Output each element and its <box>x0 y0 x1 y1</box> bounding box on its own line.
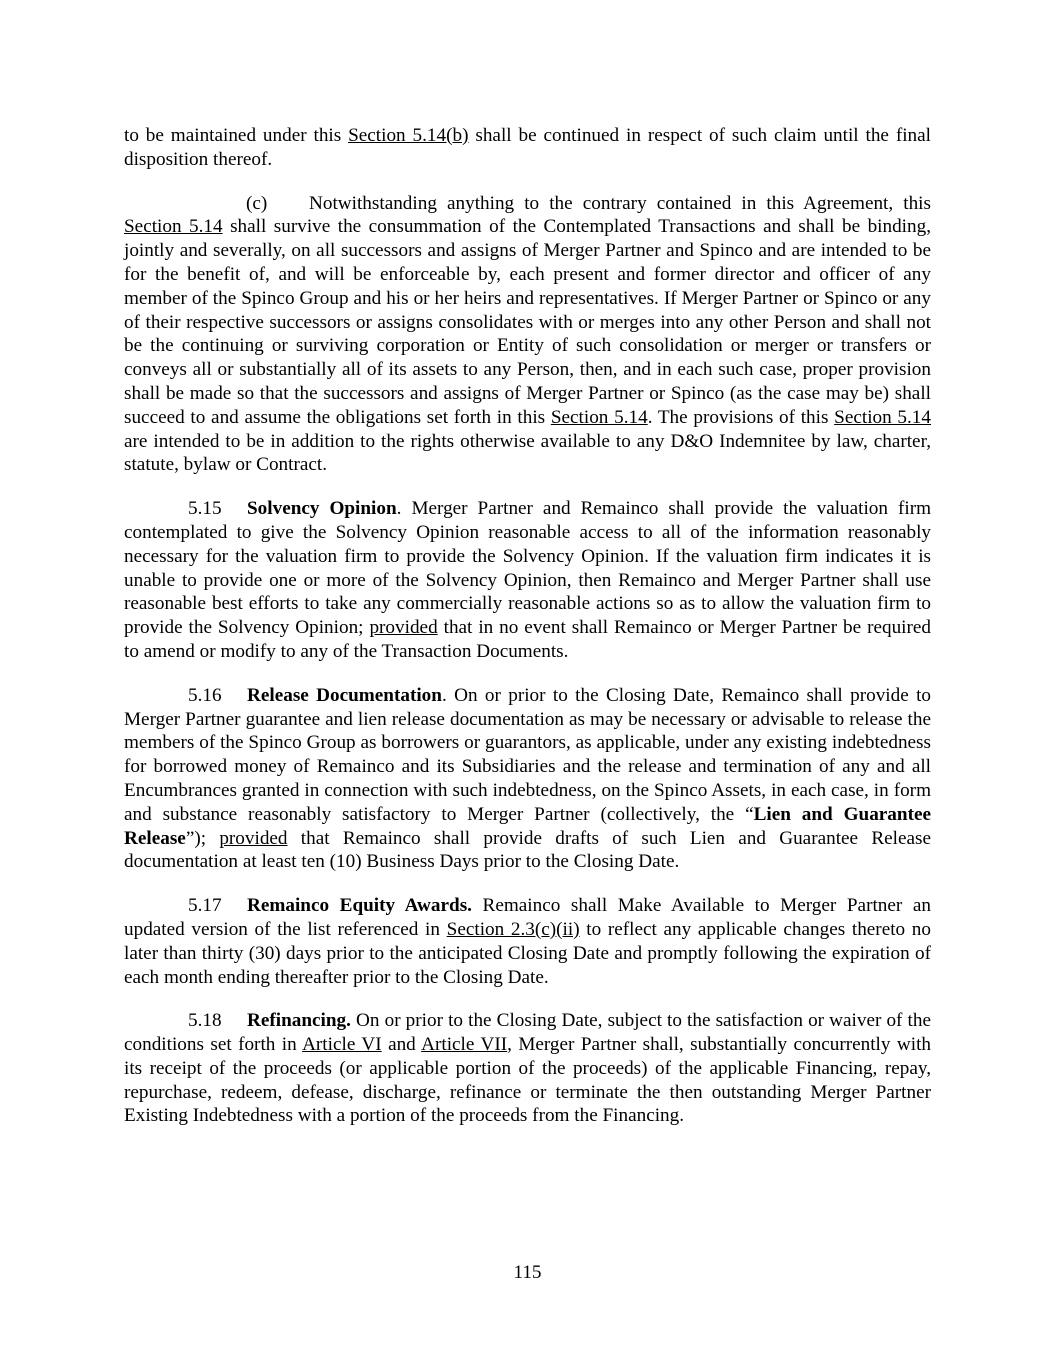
section-reference: Section 5.14 <box>550 406 648 428</box>
continuation-paragraph <box>124 124 931 172</box>
section-5-17: 5.17 Remainco Equity Awards. Remainco shall Make Available to Merger Partner an updated version of the list referenced in Section 2.3(c)(ii) to reflect any applicable changes thereto no later than thirty (30) days prior to the anticipated Closing Date and promptly following the expiration of each month ending thereafter prior to the Closing Date. <box>124 895 931 988</box>
section-reference: Section 5.14(b) <box>348 125 469 146</box>
provided-term: provided <box>369 617 438 639</box>
paragraph-c: (c) Notwithstanding anything to the contrary contained in this Agreement, this Section 5.14 shall survive the consummation of the Contemplated Transactions and shall be binding, jointly and severally, on all successors and assigns of Merger Partner and Spinco and are intended to be for the benefit of, and will be enforceable by, each present and former director and officer of any member of the Spinco Group and his or her heirs and representatives. If Merger Partner or Spinco or any of their respective successors or assigns consolidates with or merges into any other Person and shall not be the continuing or surviving corporation or Entity of such consolidation or merger or transfers or conveys all or substantially all of its assets to any Person, then, and in each such case, proper provision shall be made so that the successors and assigns of Merger Partner or Spinco (as the case may be) shall succeed to and assume the obligations set forth in this Section 5.14. The provisions of this Section 5.14 are intended to be in addition to the rights otherwise available to any D&O Indemnitee by law, charter, statute, bylaw or Contract. <box>124 192 931 476</box>
defined-term: Lien and Guarantee Release <box>124 803 931 849</box>
paragraph-c-label: (c) <box>246 192 268 214</box>
article-reference: Article VII <box>421 1034 508 1056</box>
section-number: 5.18 <box>188 1010 222 1032</box>
document-page <box>124 124 931 1148</box>
section-reference: Section 5.14 <box>834 406 931 428</box>
provided-term: provided <box>219 827 288 849</box>
section-5-18: 5.18 Refinancing. On or prior to the Closing Date, subject to the satisfaction or waiver of the conditions set forth in Article VI and Article VII, Merger Partner shall, substantially concurrently with its receipt of the proceeds (or applicable portion of the proceeds) of the applicable Financing, repay, repurchase, redeem, defease, discharge, refinance or terminate the then outstanding Merger Partner Existing Indebtedness with a portion of the proceeds from the Financing. <box>124 1010 931 1127</box>
section-5-15: 5.15 Solvency Opinion. Merger Partner and Remainco shall provide the valuation firm contemplated to give the Solvency Opinion reasonable access to all of the information reasonably necessary for the valuation firm to provide the Solvency Opinion. If the valuation firm indicates it is unable to provide one or more of the Solvency Opinion, then Remainco and Merger Partner shall use reasonable best efforts to take any commercially reasonable actions so as to allow the valuation firm to provide the Solvency Opinion; provided that in no event shall Remainco or Merger Partner be required to amend or modify to any of the Transaction Documents. <box>124 498 932 662</box>
page-number: 115 <box>513 1262 542 1283</box>
section-heading: Refinancing. <box>247 1010 351 1032</box>
section-number: 5.16 <box>188 684 222 706</box>
section-number: 5.15 <box>188 498 222 520</box>
article-reference: Article VI <box>302 1034 382 1056</box>
section-5-16: 5.16 Release Documentation. On or prior to the Closing Date, Remainco shall provide to Merger Partner guarantee and lien release documentation as may be necessary or advisable to release the members of the Spinco Group as borrowers or guarantors, as applicable, under any existing indebtedness for borrowed money of Remainco and its Subsidiaries and the release and termination of any and all Encumbrances granted in connection with such indebtedness, on the Spinco Assets, in each case, in form and substance reasonably satisfactory to Merger Partner (collectively, the “Lien and Guarantee Release”); provided that Remainco shall provide drafts of such Lien and Guarantee Release documentation at least ten (10) Business Days prior to the Closing Date. <box>124 684 932 873</box>
section-reference: Section 2.3(c)(ii) <box>446 918 580 940</box>
continuation-text-post: shall be continued in respect of such claim until the final disposition thereof. <box>124 125 931 170</box>
section-heading: Solvency Opinion <box>247 498 397 520</box>
section-number: 5.17 <box>188 895 222 917</box>
section-heading: Remainco Equity Awards. <box>247 895 472 917</box>
section-reference: Section 5.14 <box>124 216 223 238</box>
section-heading: Release Documentation <box>247 684 442 706</box>
continuation-text-pre: to be maintained under this <box>124 125 349 146</box>
